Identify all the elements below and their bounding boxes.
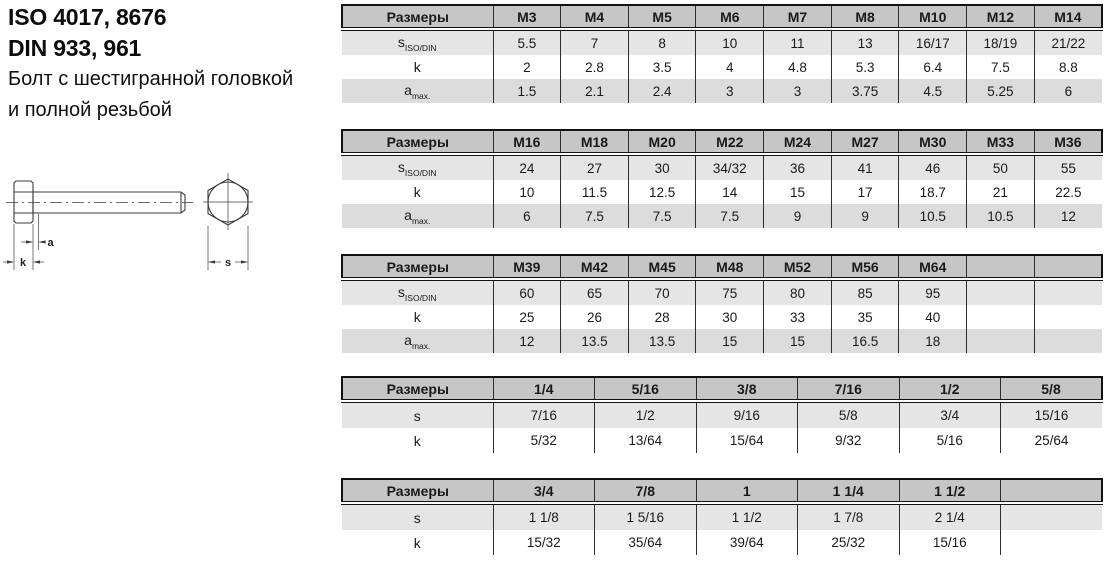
value-cell: 15 [764,180,832,204]
table-row [342,530,1102,555]
value-cell: 15/32 [493,530,595,555]
table-row [342,305,1102,329]
value-cell: 11.5 [561,180,629,204]
size-row-header: Размеры [342,479,493,503]
row-label: $a_{max.}$ [342,79,493,103]
value-cell: 12.5 [628,180,696,204]
size-column-header: M30 [899,130,967,154]
row-label: s [342,401,493,428]
table-row [342,329,1102,353]
bolt-head-hex-view [203,173,253,230]
value-cell [967,279,1035,305]
value-cell: 18/19 [967,29,1035,55]
value-cell: 1 5/16 [595,503,697,530]
value-cell: 12 [493,329,561,353]
row-label: k [342,428,493,453]
size-column-header: M8 [831,5,899,29]
value-cell: 7 [561,29,629,55]
size-column-header: M20 [628,130,696,154]
title-block [8,2,293,126]
row-label: k [342,180,493,204]
value-cell: 6 [1034,79,1102,103]
table-header-row [342,255,1102,279]
value-cell: 25/64 [1001,428,1103,453]
value-cell: 16/17 [899,29,967,55]
size-column-header: 1 [696,479,798,503]
value-cell: 36 [764,154,832,180]
size-column-header: M6 [696,5,764,29]
value-cell [1001,530,1103,555]
value-cell: 6.4 [899,55,967,79]
table-row [342,79,1102,103]
value-cell [1034,305,1102,329]
value-cell: 70 [628,279,696,305]
value-cell: 10.5 [967,204,1035,228]
size-column-header: 3/8 [696,377,798,401]
value-cell: 2.1 [561,79,629,103]
value-cell: 27 [561,154,629,180]
value-cell: 6 [493,204,561,228]
value-cell: 10.5 [899,204,967,228]
value-cell: 9 [831,204,899,228]
value-cell: 50 [967,154,1035,180]
value-cell: 15/16 [899,530,1001,555]
table-row [342,154,1102,180]
value-cell: 5.5 [493,29,561,55]
size-column-header: 1/2 [899,377,1001,401]
size-column-header: M7 [764,5,832,29]
value-cell: 13.5 [628,329,696,353]
size-row-header: Размеры [342,5,493,29]
value-cell: 3.75 [831,79,899,103]
size-row-header: Размеры [342,255,493,279]
value-cell: 5.25 [967,79,1035,103]
row-label: k [342,305,493,329]
bolt-side-view [6,181,193,223]
metric-sizes-table-m39-m64 [341,254,1103,353]
imperial-sizes-table-threequarters-to-oneandhalf [341,478,1103,555]
value-cell: 35 [831,305,899,329]
value-cell: 25 [493,305,561,329]
value-cell: 10 [696,29,764,55]
size-column-header: 5/8 [1001,377,1103,401]
value-cell: 1.5 [493,79,561,103]
value-cell: 24 [493,154,561,180]
value-cell [967,329,1035,353]
value-cell: 7.5 [561,204,629,228]
value-cell: 4.5 [899,79,967,103]
value-cell: 30 [696,305,764,329]
dimension-label-k: k [20,257,27,269]
row-label: $s_{ISO/DIN}$ [342,279,493,305]
value-cell: 9/32 [798,428,900,453]
value-cell: 12 [1034,204,1102,228]
bolt-technical-drawing [0,158,280,288]
table-header-row [342,479,1102,503]
size-column-header: M4 [561,5,629,29]
iso-standard-title: ISO 4017, 8676 [8,4,167,30]
size-column-header: 7/16 [798,377,900,401]
value-cell: 21 [967,180,1035,204]
value-cell: 15/64 [696,428,798,453]
value-cell: 5.3 [831,55,899,79]
size-column-header: M64 [899,255,967,279]
value-cell: 15 [764,329,832,353]
value-cell: 2.8 [561,55,629,79]
value-cell: 3 [696,79,764,103]
size-column-header: 3/4 [493,479,595,503]
table-row [342,55,1102,79]
value-cell: 4 [696,55,764,79]
row-label: k [342,55,493,79]
value-cell: 35/64 [595,530,697,555]
size-row-header: Размеры [342,130,493,154]
value-cell: 30 [628,154,696,180]
value-cell: 15 [696,329,764,353]
row-label: s [342,503,493,530]
value-cell: 1 1/8 [493,503,595,530]
size-column-header: 1 1/4 [798,479,900,503]
value-cell: 1 1/2 [696,503,798,530]
size-column-header: M3 [493,5,561,29]
size-column-header: 1/4 [493,377,595,401]
size-column-header: 7/8 [595,479,697,503]
value-cell: 28 [628,305,696,329]
size-column-header: M42 [561,255,629,279]
table-header-row [342,130,1102,154]
value-cell: 22.5 [1034,180,1102,204]
value-cell: 7/16 [493,401,595,428]
value-cell: 17 [831,180,899,204]
value-cell: 85 [831,279,899,305]
value-cell: 34/32 [696,154,764,180]
table-row [342,401,1102,428]
value-cell: 8.8 [1034,55,1102,79]
row-label: k [342,530,493,555]
value-cell: 3 [764,79,832,103]
value-cell: 25/32 [798,530,900,555]
product-description-line1: Болт с шестигранной головкой [8,68,294,90]
table-row [342,29,1102,55]
size-column-header [1001,479,1103,503]
value-cell: 2.4 [628,79,696,103]
size-column-header: M27 [831,130,899,154]
size-column-header: 5/16 [595,377,697,401]
value-cell: 11 [764,29,832,55]
size-column-header: M24 [764,130,832,154]
value-cell: 9 [764,204,832,228]
size-column-header: M45 [628,255,696,279]
imperial-sizes-table-quarter-to-fiveeighths [341,376,1103,453]
value-cell: 16.5 [831,329,899,353]
value-cell: 7.5 [628,204,696,228]
value-cell: 7.5 [696,204,764,228]
value-cell: 40 [899,305,967,329]
table-header-row [342,5,1102,29]
size-column-header: M52 [764,255,832,279]
value-cell: 1/2 [595,401,697,428]
table-row [342,279,1102,305]
value-cell: 26 [561,305,629,329]
value-cell: 9/16 [696,401,798,428]
value-cell: 10 [493,180,561,204]
size-column-header: M12 [967,5,1035,29]
value-cell: 2 [493,55,561,79]
dimension-label-a: a [47,237,54,249]
value-cell: 60 [493,279,561,305]
dimension-arrowheads [7,240,248,263]
row-label: $s_{ISO/DIN}$ [342,29,493,55]
value-cell: 7.5 [967,55,1035,79]
value-cell [1034,329,1102,353]
size-column-header [967,255,1035,279]
size-column-header: M48 [696,255,764,279]
table-header-row [342,377,1102,401]
size-column-header: M16 [493,130,561,154]
table-row [342,180,1102,204]
metric-sizes-table-m3-m14 [341,4,1103,103]
size-column-header: M5 [628,5,696,29]
size-row-header: Размеры [342,377,493,401]
size-column-header: M14 [1034,5,1102,29]
value-cell: 8 [628,29,696,55]
size-column-header: M10 [899,5,967,29]
size-column-header: M36 [1034,130,1102,154]
table-row [342,204,1102,228]
value-cell: 75 [696,279,764,305]
row-label: $s_{ISO/DIN}$ [342,154,493,180]
value-cell: 13/64 [595,428,697,453]
table-row [342,428,1102,453]
value-cell: 3.5 [628,55,696,79]
size-column-header: M22 [696,130,764,154]
value-cell: 55 [1034,154,1102,180]
din-standard-title: DIN 933, 961 [8,35,142,61]
value-cell: 14 [696,180,764,204]
value-cell: 46 [899,154,967,180]
row-label: $a_{max.}$ [342,204,493,228]
size-column-header [1034,255,1102,279]
value-cell: 41 [831,154,899,180]
value-cell: 2 1/4 [899,503,1001,530]
value-cell: 13.5 [561,329,629,353]
value-cell: 33 [764,305,832,329]
value-cell: 4.8 [764,55,832,79]
value-cell [1001,503,1103,530]
value-cell: 5/8 [798,401,900,428]
size-column-header: M56 [831,255,899,279]
value-cell: 80 [764,279,832,305]
size-column-header: 1 1/2 [899,479,1001,503]
value-cell: 18.7 [899,180,967,204]
value-cell [1034,279,1102,305]
value-cell: 21/22 [1034,29,1102,55]
row-label: $a_{max.}$ [342,329,493,353]
value-cell: 3/4 [899,401,1001,428]
value-cell: 13 [831,29,899,55]
size-column-header: M39 [493,255,561,279]
value-cell: 5/16 [899,428,1001,453]
dimension-label-s: s [225,257,232,269]
value-cell: 1 7/8 [798,503,900,530]
table-row [342,503,1102,530]
value-cell: 39/64 [696,530,798,555]
size-column-header: M33 [967,130,1035,154]
value-cell: 95 [899,279,967,305]
value-cell: 5/32 [493,428,595,453]
value-cell: 65 [561,279,629,305]
value-cell [967,305,1035,329]
value-cell: 18 [899,329,967,353]
value-cell: 15/16 [1001,401,1103,428]
size-column-header: M18 [561,130,629,154]
product-description-line2: и полной резьбой [8,99,172,121]
metric-sizes-table-m16-m36 [341,129,1103,228]
